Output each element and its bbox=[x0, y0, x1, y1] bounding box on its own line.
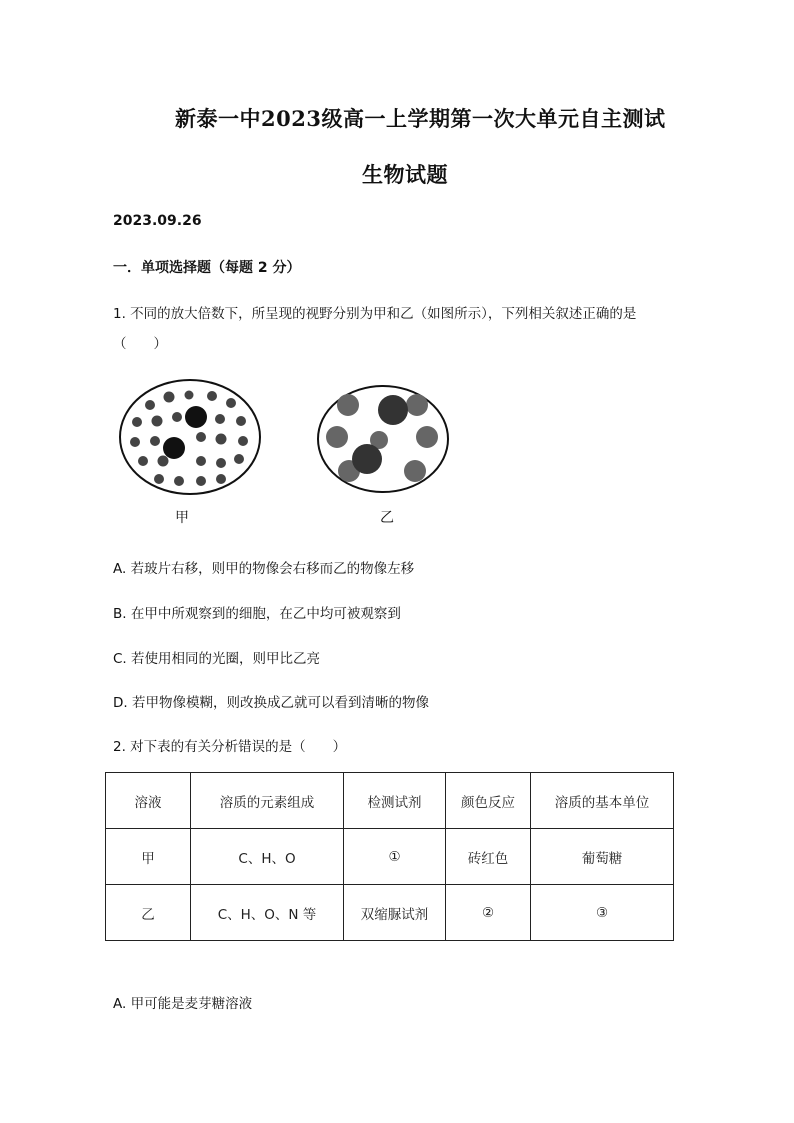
table-header-cell: 溶质的基本单位 bbox=[531, 773, 674, 829]
question-1-stem: 1. 不同的放大倍数下，所呈现的视野分别为甲和乙（如图所示），下列相关叙述正确的是 bbox=[113, 306, 637, 322]
table-row bbox=[106, 885, 674, 941]
q2-option-a: A. 甲可能是麦芽糖溶液 bbox=[113, 996, 253, 1012]
table-header-cell: 检测试剂 bbox=[344, 773, 446, 829]
table-cell: C、H、O、N 等 bbox=[191, 885, 344, 941]
table-cell: 双缩脲试剂 bbox=[344, 885, 446, 941]
microscope-field-yi bbox=[315, 383, 451, 495]
figure-label-yi: 乙 bbox=[380, 510, 394, 526]
question-1-bracket: （ ） bbox=[113, 336, 167, 352]
table-header-row bbox=[106, 773, 674, 829]
table-header-cell: 颜色反应 bbox=[446, 773, 531, 829]
q1-option-b: B. 在甲中所观察到的细胞，在乙中均可被观察到 bbox=[113, 606, 401, 622]
table-cell: C、H、O bbox=[191, 829, 344, 885]
q1-option-d: D. 若甲物像模糊，则改换成乙就可以看到清晰的物像 bbox=[113, 695, 429, 711]
q1-option-c: C. 若使用相同的光圈，则甲比乙亮 bbox=[113, 651, 321, 667]
page-subtitle: 生物试题 bbox=[362, 162, 448, 187]
exam-date: 2023.09.26 bbox=[113, 213, 202, 229]
solution-table bbox=[105, 772, 674, 941]
table-cell: 葡萄糖 bbox=[531, 829, 674, 885]
table-cell: ① bbox=[344, 829, 446, 885]
microscope-field-jia bbox=[117, 377, 263, 497]
table-cell: 乙 bbox=[106, 885, 191, 941]
table-cell: 甲 bbox=[106, 829, 191, 885]
figure-label-jia: 甲 bbox=[175, 510, 189, 526]
table-header-cell: 溶质的元素组成 bbox=[191, 773, 344, 829]
table-row bbox=[106, 829, 674, 885]
question-2-stem: 2. 对下表的有关分析错误的是（ ） bbox=[113, 739, 347, 755]
table-cell: 砖红色 bbox=[446, 829, 531, 885]
table-header-cell: 溶液 bbox=[106, 773, 191, 829]
section-heading: 一．单项选择题（每题 2 分） bbox=[113, 260, 301, 276]
table-cell: ② bbox=[446, 885, 531, 941]
q1-option-a: A. 若玻片右移，则甲的物像会右移而乙的物像左移 bbox=[113, 561, 415, 577]
page-title: 新泰一中2023级高一上学期第一次大单元自主测试 bbox=[175, 106, 666, 131]
table-cell: ③ bbox=[531, 885, 674, 941]
